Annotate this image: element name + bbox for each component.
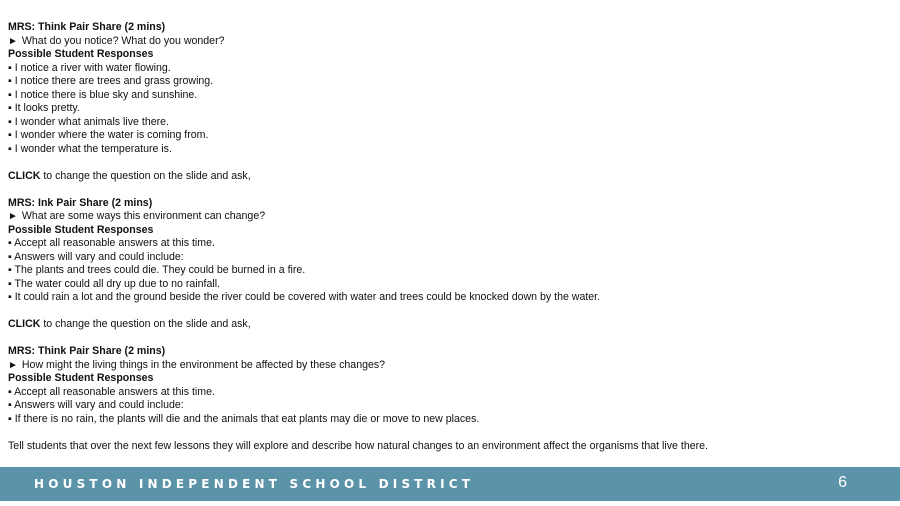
response-item: ▪ I wonder what animals live there. xyxy=(8,115,169,128)
response-item: ▪ If there is no rain, the plants will die and the animals that eat plants may die or move to new places. xyxy=(8,412,480,425)
page-number: 6 xyxy=(838,474,847,491)
response-item: ▪ I wonder what the temperature is. xyxy=(8,142,172,155)
response-item: ▪ Answers will vary and could include: xyxy=(8,250,184,263)
section-1-heading: MRS: Think Pair Share (2 mins) xyxy=(8,21,166,33)
spacer xyxy=(8,183,892,197)
section-2-responses-heading: Possible Student Responses xyxy=(8,223,154,236)
section-1-responses-heading: Possible Student Responses xyxy=(8,48,154,60)
click-text: to change the question on the slide and ask, xyxy=(40,318,251,330)
response-item: ▪ Accept all reasonable answers at this time. xyxy=(8,237,215,249)
section-2-heading: MRS: Ink Pair Share (2 mins) xyxy=(8,196,153,209)
question-text: What are some ways this environment can change? xyxy=(21,210,266,222)
spacer xyxy=(8,426,892,440)
footer-bar xyxy=(0,467,900,501)
arrow-icon: ► xyxy=(8,211,18,222)
arrow-icon: ► xyxy=(8,35,18,47)
spacer xyxy=(8,156,892,170)
response-item: ▪ The plants and trees could die. They could be burned in a fire. xyxy=(8,264,306,276)
response-item: ▪ It could rain a lot and the ground beside the river could be covered with water and trees could be knocked down by the water. xyxy=(8,291,601,303)
section-3-responses-heading: Possible Student Responses xyxy=(8,372,154,384)
speaker-notes xyxy=(8,21,892,453)
click-instruction-1 xyxy=(8,170,892,184)
section-3-question xyxy=(8,359,892,373)
response-item: ▪ Accept all reasonable answers at this time. xyxy=(8,385,215,398)
section-3-heading: MRS: Think Pair Share (2 mins) xyxy=(8,345,166,357)
response-item: ▪ I notice there is blue sky and sunshine. xyxy=(8,88,198,101)
response-item: ▪ The water could all dry up due to no rainfall. xyxy=(8,277,221,290)
response-item: ▪ I wonder where the water is coming from. xyxy=(8,129,209,141)
response-item: ▪ It looks pretty. xyxy=(8,102,80,114)
district-name: HOUSTON INDEPENDENT SCHOOL DISTRICT xyxy=(34,477,475,491)
arrow-icon: ► xyxy=(8,359,18,371)
response-item: ▪ Answers will vary and could include: xyxy=(8,399,184,411)
click-text: to change the question on the slide and ask, xyxy=(40,169,251,182)
click-keyword: CLICK xyxy=(8,318,41,330)
click-keyword: CLICK xyxy=(8,169,41,182)
question-text: How might the living things in the environment be affected by these changes? xyxy=(21,358,386,371)
section-1-question xyxy=(8,35,892,49)
response-item: ▪ I notice there are trees and grass growing. xyxy=(8,75,214,87)
click-instruction-2 xyxy=(8,318,892,332)
response-item: ▪ I notice a river with water flowing. xyxy=(8,61,171,74)
closing-instruction: Tell students that over the next few lessons they will explore and describe how natural changes to an environment affect the organisms that live there. xyxy=(8,439,708,452)
spacer xyxy=(8,332,892,346)
question-text: What do you notice? What do you wonder? xyxy=(21,34,225,47)
spacer xyxy=(8,305,892,319)
section-2-question xyxy=(8,210,892,224)
